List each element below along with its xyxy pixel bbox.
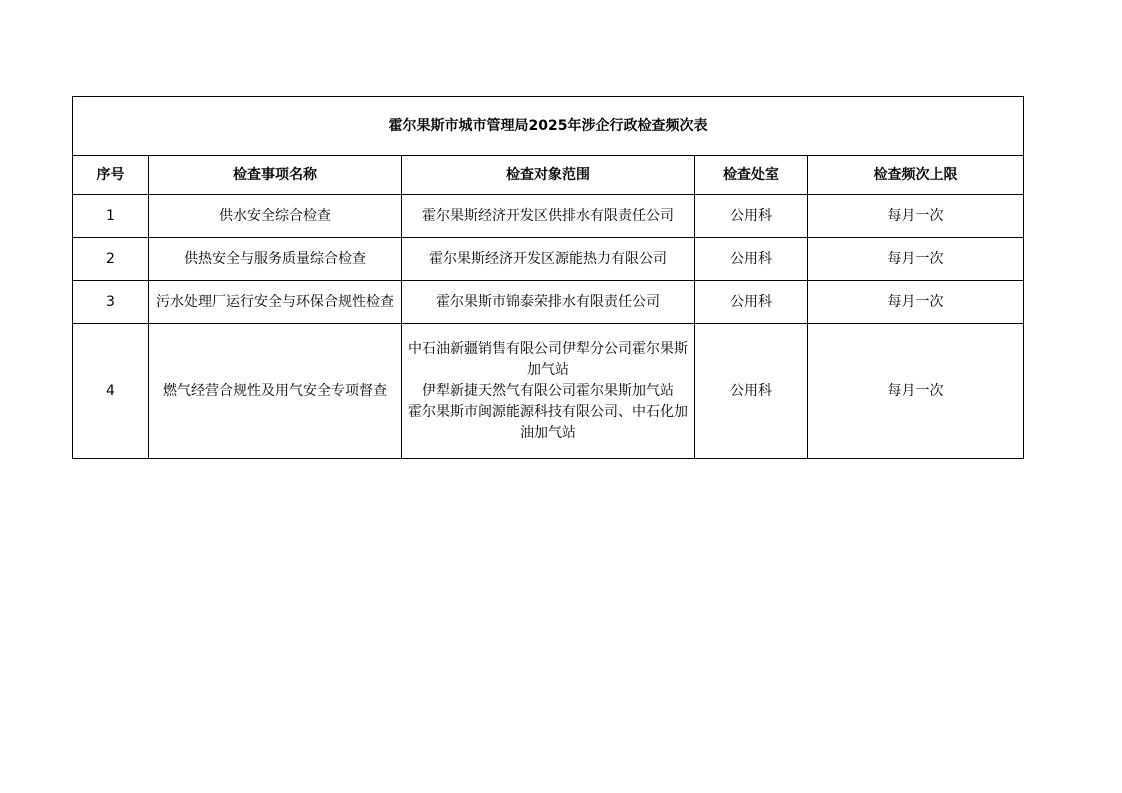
table-header-row — [73, 156, 1024, 195]
table-row — [73, 238, 1024, 281]
scope-line: 霍尔果斯市闽源能源科技有限公司、中石化加油加气站 — [408, 403, 688, 441]
row-frequency: 每月一次 — [808, 195, 1024, 238]
header-office: 检查处室 — [695, 156, 808, 195]
row-office: 公用科 — [695, 195, 808, 238]
row-frequency: 每月一次 — [808, 324, 1024, 459]
row-office: 公用科 — [695, 281, 808, 324]
inspection-frequency-table — [72, 96, 1024, 459]
row-item: 供水安全综合检查 — [149, 195, 402, 238]
row-item: 污水处理厂运行安全与环保合规性检查 — [149, 281, 402, 324]
scope-line: 霍尔果斯经济开发区供排水有限责任公司 — [422, 207, 674, 224]
row-frequency: 每月一次 — [808, 281, 1024, 324]
scope-line: 伊犁新捷天然气有限公司霍尔果斯加气站 — [422, 382, 674, 399]
row-scope — [402, 281, 695, 324]
table-row — [73, 324, 1024, 459]
table-row — [73, 281, 1024, 324]
row-scope — [402, 238, 695, 281]
row-scope — [402, 195, 695, 238]
header-frequency: 检查频次上限 — [808, 156, 1024, 195]
row-office: 公用科 — [695, 324, 808, 459]
row-item: 燃气经营合规性及用气安全专项督查 — [149, 324, 402, 459]
header-seq: 序号 — [73, 156, 149, 195]
table-row — [73, 195, 1024, 238]
row-seq: 1 — [73, 195, 149, 238]
row-seq: 4 — [73, 324, 149, 459]
row-seq: 3 — [73, 281, 149, 324]
header-item: 检查事项名称 — [149, 156, 402, 195]
scope-line: 中石油新疆销售有限公司伊犁分公司霍尔果斯加气站 — [408, 340, 688, 378]
row-office: 公用科 — [695, 238, 808, 281]
scope-line: 霍尔果斯经济开发区源能热力有限公司 — [429, 250, 667, 267]
table-title: 霍尔果斯市城市管理局2025年涉企行政检查频次表 — [73, 97, 1024, 156]
row-item: 供热安全与服务质量综合检查 — [149, 238, 402, 281]
table-title-row — [73, 97, 1024, 156]
scope-line: 霍尔果斯市锦泰荣排水有限责任公司 — [436, 293, 660, 310]
row-frequency: 每月一次 — [808, 238, 1024, 281]
row-scope — [402, 324, 695, 459]
header-scope: 检查对象范围 — [402, 156, 695, 195]
row-seq: 2 — [73, 238, 149, 281]
